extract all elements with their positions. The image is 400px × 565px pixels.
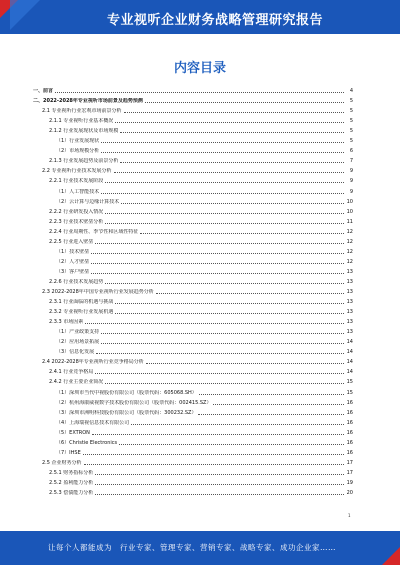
toc-entry-page: 13 xyxy=(346,319,353,326)
toc-entry-text: （3）信息化发展 xyxy=(56,349,95,356)
toc-entry-text: （6）Christie Electronics xyxy=(56,439,118,446)
toc-entry[interactable] xyxy=(33,438,353,446)
toc-entry[interactable] xyxy=(33,267,353,275)
toc-entry-text: 2.3 2022-2028年中国专业视听行业发展趋势分析 xyxy=(42,289,154,295)
toc-entry-text: 2.4.2 行业主要企业简况 xyxy=(49,379,104,386)
toc-entry[interactable] xyxy=(33,96,353,104)
toc-entry[interactable] xyxy=(33,408,353,416)
toc-entry[interactable] xyxy=(33,116,353,124)
toc-leader-dots xyxy=(140,232,344,234)
toc-leader-dots xyxy=(105,181,344,183)
toc-entry[interactable] xyxy=(33,448,353,456)
toc-entry[interactable] xyxy=(33,187,353,195)
toc-entry-page: 5 xyxy=(349,108,353,115)
toc-entry-page: 9 xyxy=(349,178,353,185)
toc-leader-dots xyxy=(213,403,344,405)
footer-decor-red xyxy=(382,547,400,565)
toc-entry-page: 16 xyxy=(346,439,353,446)
toc-entry-text: （1）技术壁垒 xyxy=(56,248,90,255)
toc-entry-text: 2.2 专业视听行业技术发展分析 xyxy=(42,168,112,175)
toc-entry[interactable] xyxy=(33,307,353,315)
toc-leader-dots xyxy=(83,453,344,455)
toc-leader-dots xyxy=(115,312,344,314)
toc-entry-page: 5 xyxy=(349,98,353,105)
toc-leader-dots xyxy=(105,212,344,214)
toc-entry-page: 16 xyxy=(346,429,353,436)
toc-entry[interactable] xyxy=(33,327,353,335)
toc-leader-dots xyxy=(101,141,344,143)
toc-leader-dots xyxy=(119,443,344,445)
toc-entry-text: 2.5.1 财务指标分析 xyxy=(49,469,94,476)
toc-entry-page: 13 xyxy=(346,299,353,306)
toc-entry[interactable] xyxy=(33,377,353,385)
toc-entry-page: 17 xyxy=(346,469,353,476)
toc-entry-page: 10 xyxy=(346,198,353,205)
toc-entry-text: 2.1.1 专业视听行业基本概况 xyxy=(49,118,114,125)
toc-entry[interactable] xyxy=(33,237,353,245)
toc-leader-dots xyxy=(101,192,344,194)
toc-leader-dots xyxy=(95,483,344,485)
toc-entry[interactable] xyxy=(33,277,353,285)
toc-entry-page: 12 xyxy=(346,248,353,255)
toc-entry[interactable] xyxy=(33,176,353,184)
toc-leader-dots xyxy=(91,272,344,274)
toc-leader-dots xyxy=(105,382,344,384)
toc-entry-page: 9 xyxy=(349,168,353,175)
toc-title: 内容目录 xyxy=(173,61,226,76)
toc-entry-page: 15 xyxy=(346,379,353,386)
toc-entry[interactable] xyxy=(33,367,353,375)
toc-entry-page: 9 xyxy=(349,188,353,195)
toc-leader-dots xyxy=(114,171,344,173)
toc-entry-text: 一、前言 xyxy=(33,88,54,94)
toc-entry-text: （2）杭州海康威视数字技术股份有限公司（股票代码：002415.SZ） xyxy=(56,399,212,406)
toc-entry-text: 2.2.3 行业技术壁垒分析 xyxy=(49,218,104,225)
toc-entry[interactable] xyxy=(33,428,353,436)
header-decor-blue xyxy=(10,0,40,30)
toc-entry-page: 16 xyxy=(346,419,353,426)
toc-entry-page: 4 xyxy=(349,88,353,94)
toc-leader-dots xyxy=(198,413,344,415)
toc-entry[interactable] xyxy=(33,227,353,235)
toc-leader-dots xyxy=(115,121,344,123)
toc-entry-text: （2）云计算与边缘计算技术 xyxy=(56,198,120,205)
toc-entry-text: 2.1.2 行业发展现状及市场规模 xyxy=(49,128,119,135)
toc-entry-text: 2.4 2022-2028年专业视听行业竞争格局分析 xyxy=(42,359,144,366)
toc-leader-dots xyxy=(55,91,344,93)
toc-entry[interactable] xyxy=(33,156,353,164)
toc-entry-page: 5 xyxy=(349,138,353,145)
toc-leader-dots xyxy=(92,433,344,435)
toc-leader-dots xyxy=(121,202,344,204)
toc-entry-page: 12 xyxy=(346,238,353,245)
toc-entry-text: 2.5.2 盈利能力分析 xyxy=(49,479,94,486)
toc-entry-page: 17 xyxy=(346,459,353,466)
toc-leader-dots xyxy=(105,282,344,284)
toc-entry-page: 15 xyxy=(346,389,353,396)
toc-leader-dots xyxy=(95,473,344,475)
toc-entry[interactable] xyxy=(33,347,353,355)
toc-entry[interactable] xyxy=(33,207,353,215)
toc-leader-dots xyxy=(91,252,344,254)
toc-entry[interactable] xyxy=(33,297,353,305)
toc-leader-dots xyxy=(146,362,344,364)
page-number: 1 xyxy=(348,513,351,518)
toc-leader-dots xyxy=(101,332,344,334)
toc-entry-text: （5）EXTRON xyxy=(56,429,90,436)
toc-entry-text: 2.2.2 行业研发投入情况 xyxy=(49,208,104,215)
toc-leader-dots xyxy=(85,322,344,324)
toc-entry[interactable] xyxy=(33,287,353,295)
toc-entry-text: 2.2.6 行业技术发展趋势 xyxy=(49,278,104,285)
toc-entry-text: （1）行业发展现状 xyxy=(56,138,100,145)
toc-entry-text: （1）深圳市当代中视股份有限公司（股票代码：605068.SH） xyxy=(56,389,197,396)
toc-entry-text: 2.1.3 行业发展趋势及前景分析 xyxy=(49,158,119,165)
toc-entry-page: 10 xyxy=(346,208,353,215)
toc-entry-text: （3）深圳市洲明科技股份有限公司（股票代码：300232.SZ） xyxy=(56,409,197,416)
toc-entry[interactable] xyxy=(33,388,353,396)
toc-entry[interactable] xyxy=(33,488,353,496)
toc-entry-page: 14 xyxy=(346,369,353,376)
toc-entry-text: （1）人工智能技术 xyxy=(56,188,100,195)
toc-leader-dots xyxy=(95,493,344,495)
toc-entry[interactable] xyxy=(33,146,353,154)
toc-leader-dots xyxy=(199,393,344,395)
toc-entry[interactable] xyxy=(33,478,353,486)
toc-leader-dots xyxy=(101,342,344,344)
toc-leader-dots xyxy=(84,463,344,465)
toc-entry[interactable] xyxy=(33,418,353,426)
toc-entry-page: 7 xyxy=(349,158,353,165)
toc-leader-dots xyxy=(101,151,344,153)
toc-entry-text: 2.3.3 市场因素 xyxy=(49,319,84,326)
report-header xyxy=(0,0,400,34)
toc-entry[interactable] xyxy=(33,317,353,325)
toc-entry-page: 20 xyxy=(346,490,353,496)
toc-entry-text: （3）客户壁垒 xyxy=(56,268,90,275)
toc-leader-dots xyxy=(156,292,344,294)
toc-entry-page: 11 xyxy=(346,218,353,225)
toc-entry-page: 16 xyxy=(346,449,353,456)
toc-entry[interactable] xyxy=(33,247,353,255)
toc-entry-page: 16 xyxy=(346,399,353,406)
toc-entry-page: 13 xyxy=(346,309,353,316)
toc-entry-page: 16 xyxy=(346,409,353,416)
toc-entry-text: （7）IHSE xyxy=(56,449,81,456)
toc-entry-page: 14 xyxy=(346,349,353,356)
report-title: 专业视听企业财务战略管理研究报告 xyxy=(106,13,323,28)
toc-entry[interactable] xyxy=(33,257,353,265)
toc-entry[interactable] xyxy=(33,217,353,225)
toc-entry[interactable] xyxy=(33,197,353,205)
toc-entry-page: 14 xyxy=(346,339,353,346)
toc-leader-dots xyxy=(95,242,344,244)
toc-entry-text: （1）产业政策支持 xyxy=(56,329,100,336)
toc-entry-text: 2.4.1 行业竞争格局 xyxy=(49,369,94,376)
toc-entry-text: 2.5 企业财务分析 xyxy=(42,459,82,466)
toc-entry-text: （2）应用场景拓展 xyxy=(56,339,100,346)
toc-entry-text: 2.2.5 行业进入壁垒 xyxy=(49,238,94,245)
toc-entry-page: 6 xyxy=(349,148,353,155)
toc-leader-dots xyxy=(115,302,344,304)
toc-leader-dots xyxy=(131,423,344,425)
table-of-contents xyxy=(33,86,353,506)
toc-entry-page: 5 xyxy=(349,118,353,125)
toc-entry-text: 2.5.3 偿债能力分析 xyxy=(49,490,94,496)
toc-leader-dots xyxy=(91,262,344,264)
toc-entry[interactable] xyxy=(33,106,353,114)
toc-entry-page: 12 xyxy=(346,258,353,265)
toc-entry[interactable] xyxy=(33,398,353,406)
toc-entry-page: 13 xyxy=(346,289,353,295)
toc-leader-dots xyxy=(120,131,344,133)
toc-entry-text: 2.3.1 行业面临的机遇与挑战 xyxy=(49,299,114,306)
toc-leader-dots xyxy=(105,222,344,224)
report-footer xyxy=(0,531,400,565)
toc-entry-page: 19 xyxy=(346,479,353,486)
toc-entry-text: （4）上海瑞视信息技术有限公司 xyxy=(56,419,130,426)
toc-entry-page: 12 xyxy=(346,228,353,235)
toc-leader-dots xyxy=(120,161,344,163)
toc-entry-page: 13 xyxy=(346,268,353,275)
toc-entry-text: 2.2.4 行业周期性、季节性和区域性特征 xyxy=(49,228,139,235)
toc-entry-text: 2.2.1 行业技术发展阶段 xyxy=(49,178,104,185)
toc-entry[interactable] xyxy=(33,357,353,365)
toc-entry[interactable] xyxy=(33,86,353,94)
toc-entry[interactable] xyxy=(33,126,353,134)
toc-entry-text: （2）市场规模分析 xyxy=(56,148,100,155)
toc-entry-page: 13 xyxy=(346,329,353,336)
toc-entry-page: 14 xyxy=(346,359,353,366)
footer-slogan: 让每个人都能成为 行业专家、管理专家、营销专家、战略专家、成功企业家…… xyxy=(48,543,336,552)
toc-leader-dots xyxy=(96,352,344,354)
toc-entry[interactable] xyxy=(33,337,353,345)
toc-entry[interactable] xyxy=(33,458,353,466)
toc-entry-page: 13 xyxy=(346,278,353,285)
toc-entry-text: 2.1 专业视听行业宏观市场前景分析 xyxy=(42,108,122,115)
toc-leader-dots xyxy=(145,101,344,103)
toc-leader-dots xyxy=(124,111,344,113)
toc-leader-dots xyxy=(95,372,344,374)
toc-entry-text: （2）人才壁垒 xyxy=(56,258,90,265)
toc-entry-text: 二、2022-2028年专业视听市场前景及趋势预测 xyxy=(33,98,143,105)
toc-entry[interactable] xyxy=(33,166,353,174)
toc-entry[interactable] xyxy=(33,468,353,476)
toc-entry-text: 2.3.2 专业视听行业发展机遇 xyxy=(49,309,114,316)
toc-entry-page: 5 xyxy=(349,128,353,135)
toc-entry[interactable] xyxy=(33,136,353,144)
